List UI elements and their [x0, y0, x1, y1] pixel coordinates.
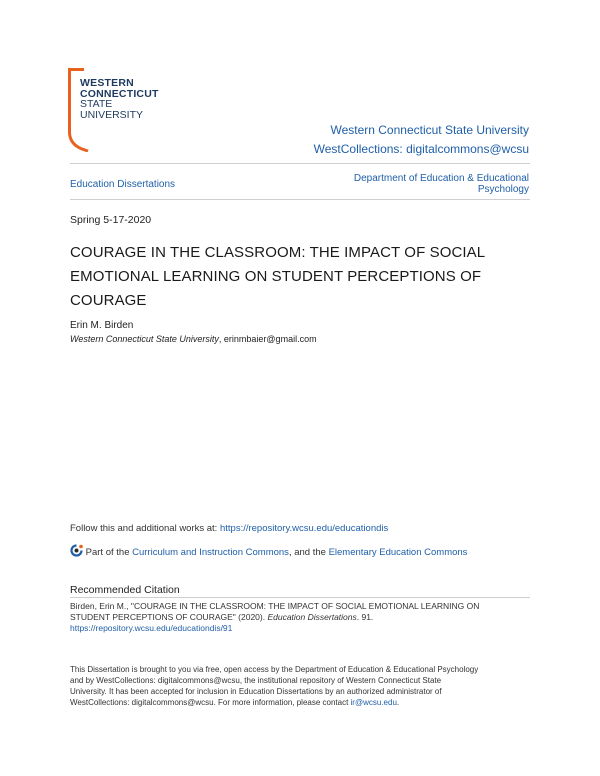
collections-link[interactable]: WestCollections: digitalcommons@wcsu [313, 142, 529, 156]
curriculum-commons-link[interactable]: Curriculum and Instruction Commons [132, 547, 289, 558]
footer-line-1: This Dissertation is brought to you via free, open access by the Department of Education & Educational Psychology [70, 665, 479, 674]
citation-body [70, 601, 540, 634]
series-divider [70, 199, 530, 200]
logo-line-connecticut: CONNECTICUT [80, 87, 159, 100]
footer-notice [70, 664, 540, 708]
author-name: Erin M. Birden [70, 320, 134, 331]
follow-prefix: Follow this and additional works at: [70, 523, 220, 534]
university-logo [68, 68, 178, 152]
footer-line-4-text: WestCollections: digitalcommons@wcsu. For more information, please contact [70, 698, 351, 707]
citation-line-1: Birden, Erin M., "COURAGE IN THE CLASSROOM: THE IMPACT OF SOCIAL EMOTIONAL LEARNING ON [70, 601, 480, 611]
logo-line-western: WESTERN [80, 77, 134, 89]
citation-line-2a: STUDENT PERCEPTIONS OF COURAGE" (2020). [70, 612, 268, 622]
follow-url-link[interactable]: https://repository.wcsu.edu/educationdis [219, 523, 389, 534]
title-line-3: COURAGE [70, 292, 147, 309]
part-of-prefix: Part of the [85, 547, 133, 558]
series-link[interactable]: Education Dissertations [70, 179, 176, 190]
author-affiliation: Western Connecticut State University [70, 334, 219, 344]
citation-line-2c: . 91. [356, 612, 374, 622]
title-line-1: COURAGE IN THE CLASSROOM: THE IMPACT OF SOCIAL [70, 244, 486, 261]
footer-end: . [396, 698, 400, 707]
part-of-middle: , and the [288, 547, 329, 558]
logo-line-university: UNIVERSITY [80, 108, 144, 121]
department-line-1: Department of Education & Educational [353, 173, 529, 184]
follow-line [70, 523, 388, 535]
citation-series: Education Dissertations [267, 612, 357, 622]
title-line-2: EMOTIONAL LEARNING ON STUDENT PERCEPTIONS OF [70, 268, 482, 285]
logo-line-state: STATE [80, 98, 113, 110]
document-title [70, 241, 530, 313]
top-divider [70, 163, 530, 164]
author-email: , erinmbaier@gmail.com [218, 334, 317, 344]
repository-info [314, 121, 529, 159]
department-line-2: Psychology [477, 184, 529, 195]
author-affiliation-line [70, 334, 317, 344]
publication-date: Spring 5-17-2020 [70, 214, 152, 226]
footer-line-4 [70, 697, 540, 708]
citation-heading: Recommended Citation [70, 584, 180, 596]
citation-divider [70, 597, 530, 598]
footer-line-3: University. It has been accepted for inclusion in Education Dissertations by an authorized administrator of [70, 687, 442, 696]
elementary-commons-link[interactable]: Elementary Education Commons [328, 547, 468, 558]
department-link[interactable] [354, 173, 529, 195]
network-commons-icon [70, 544, 83, 557]
university-link[interactable]: Western Connecticut State University [330, 123, 529, 137]
part-of-line [70, 544, 467, 559]
footer-line-2: and by WestCollections: digitalcommons@wcsu, the institutional repository of Western Connecticut State [70, 676, 442, 685]
citation-url-link[interactable]: https://repository.wcsu.edu/educationdis/91 [70, 623, 233, 633]
contact-email-link[interactable]: ir@wcsu.edu [350, 698, 397, 707]
citation-line-2 [70, 612, 540, 623]
